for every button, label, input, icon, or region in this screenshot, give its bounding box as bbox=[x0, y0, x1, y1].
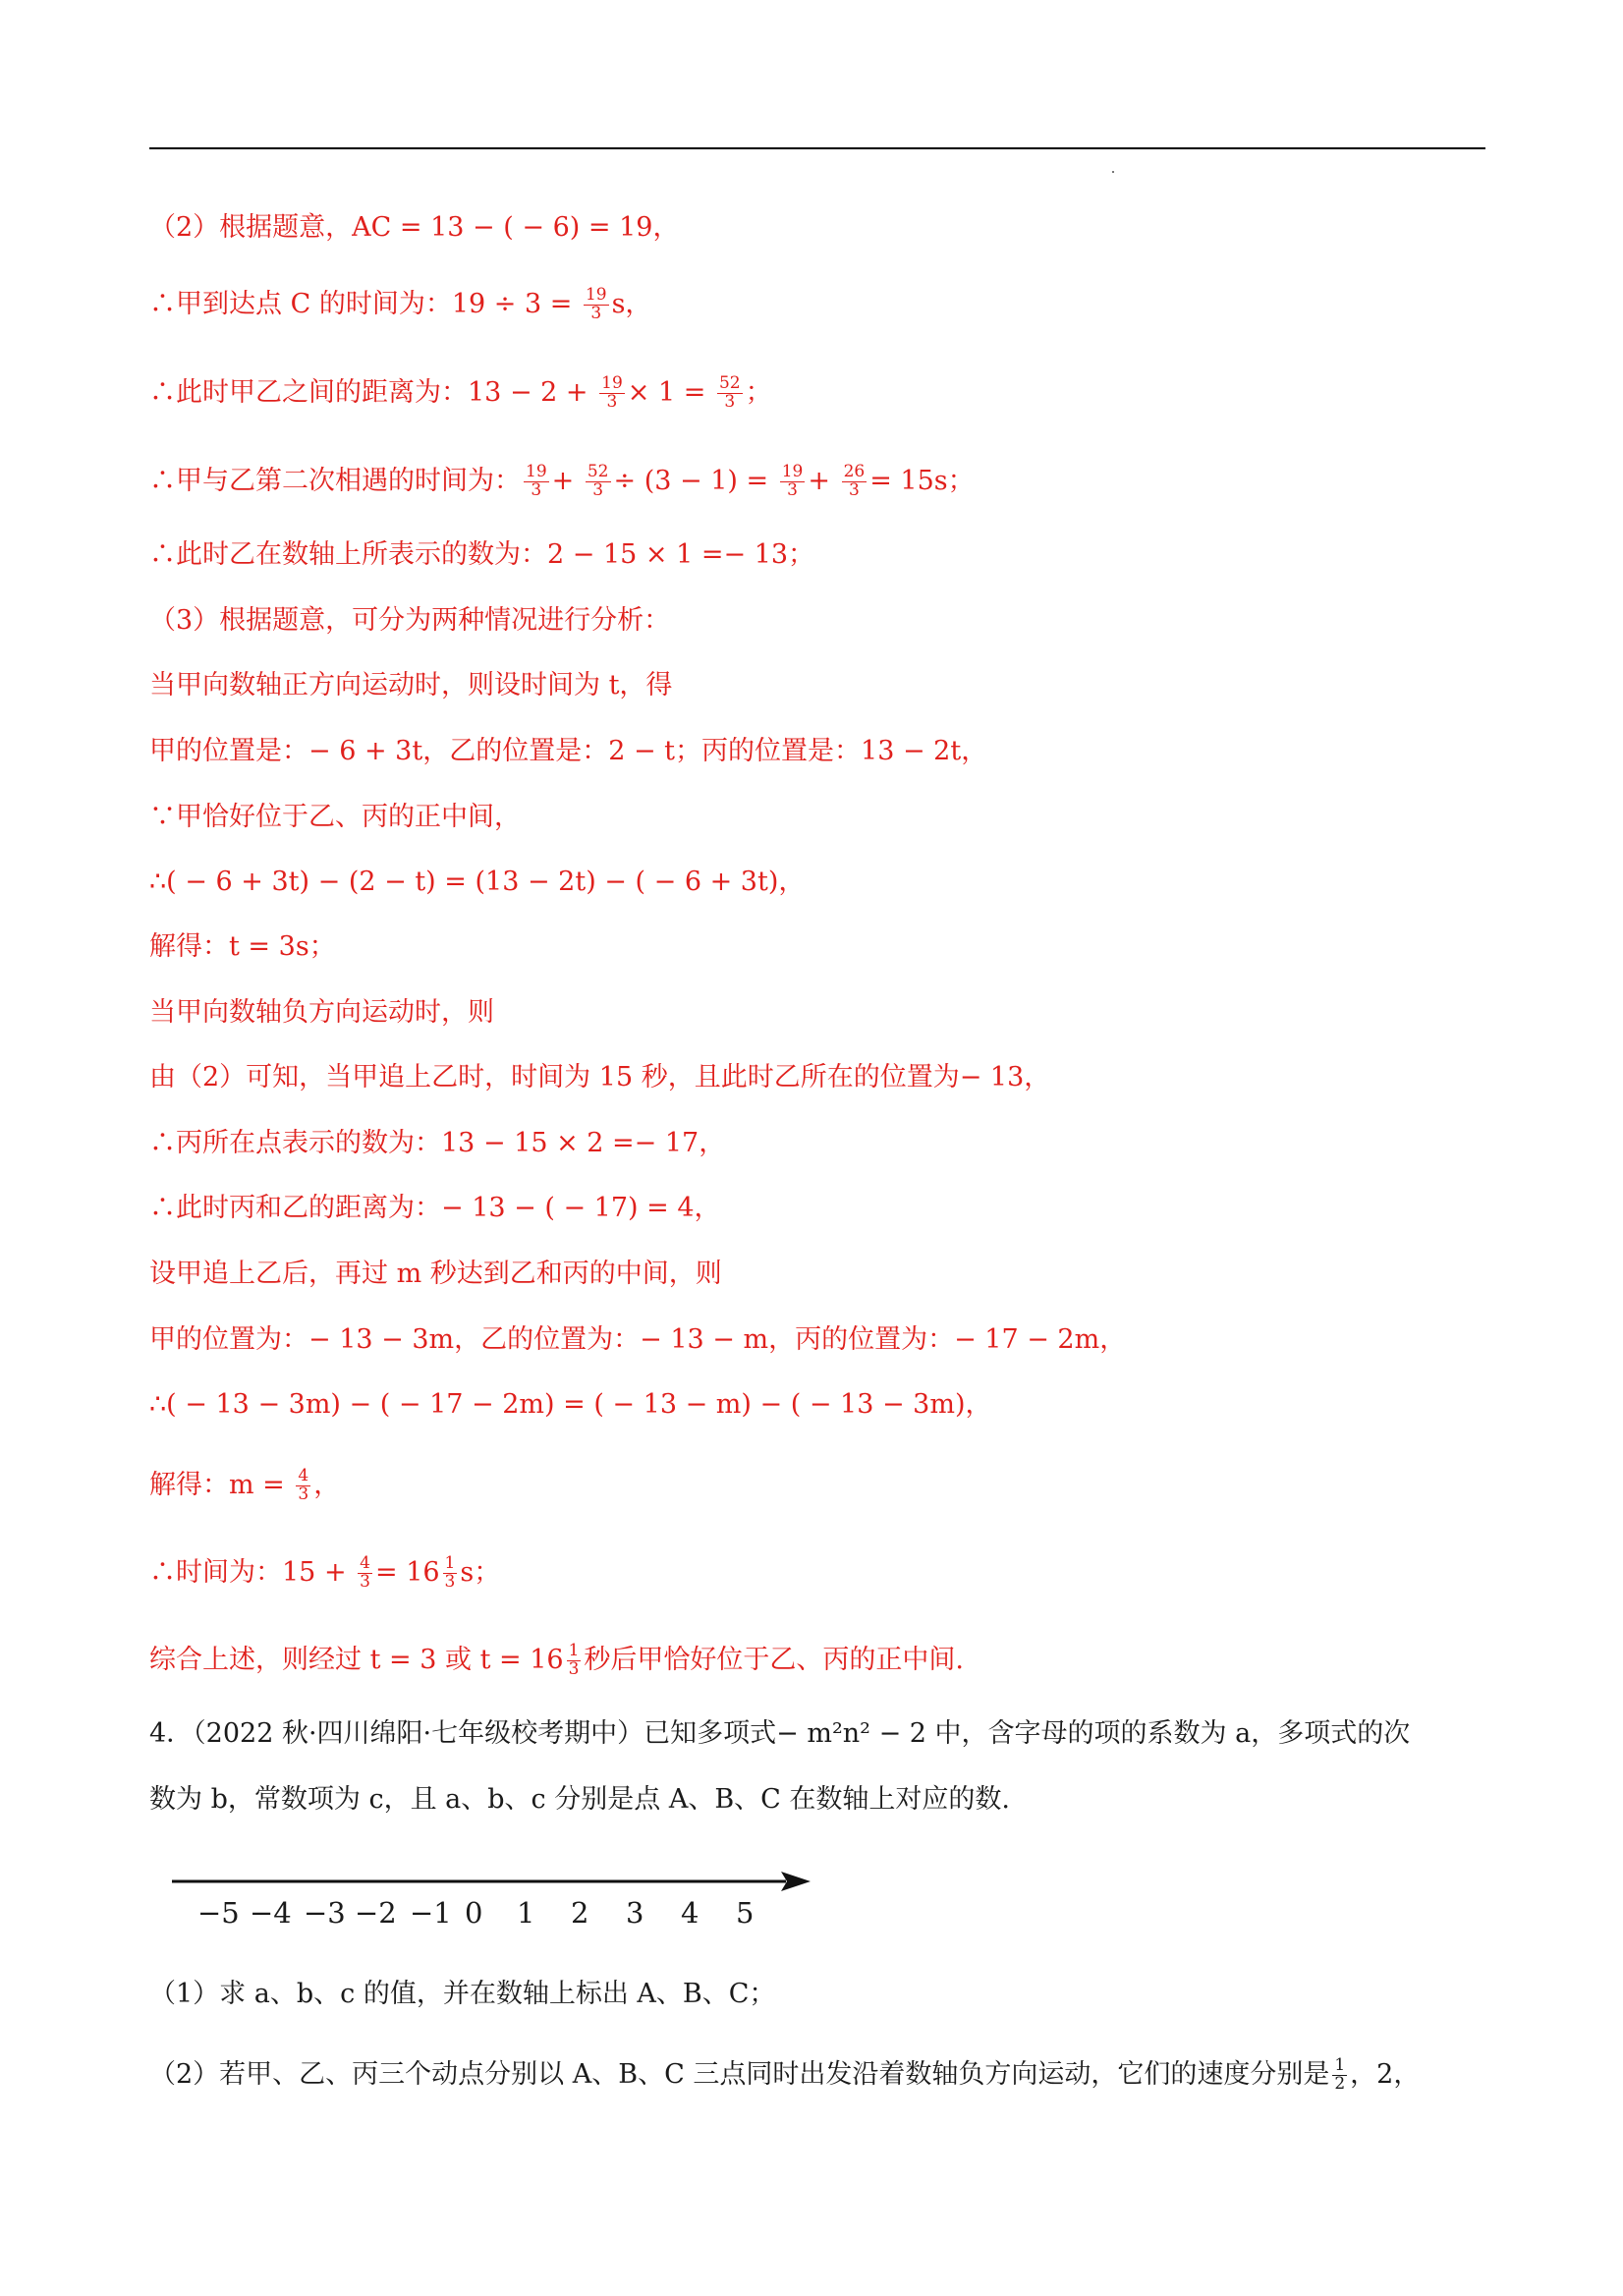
fraction bbox=[1332, 2057, 1347, 2094]
line-text: 当甲向数轴负方向运动时，则 bbox=[149, 997, 494, 1028]
line-text: ∴时间为：15 + bbox=[149, 1556, 356, 1588]
fraction-denominator: 3 bbox=[444, 1571, 456, 1592]
line-text: （2）若甲、乙、丙三个动点分别以 A、B、C 三点同时出发沿着数轴负方向运动，它们的速度分别是 bbox=[149, 2058, 1330, 2090]
fraction-denominator: 3 bbox=[724, 391, 736, 412]
line-text: ∴此时丙和乙的距离为：− 13 − ( − 17) = 4， bbox=[149, 1193, 721, 1223]
line-text: 解得：t = 3s； bbox=[149, 931, 336, 962]
line-text: （1）求 a、b、c 的值，并在数轴上标出 A、B、C； bbox=[149, 1979, 776, 2009]
fraction-numerator: 1 bbox=[1334, 2055, 1346, 2075]
fraction-denominator: 3 bbox=[592, 479, 604, 500]
fraction-numerator: 19 bbox=[585, 285, 607, 305]
fraction-numerator: 19 bbox=[601, 373, 623, 393]
text-line bbox=[149, 1981, 775, 2007]
fraction-numerator: 1 bbox=[444, 1553, 456, 1573]
line-text: 4．（2022 秋·四川绵阳·七年级校考期中）已知多项式− m²n² − 2 中，含字母的项的系数为 a，多项式的次 bbox=[149, 1718, 1411, 1749]
line-text: = 16 bbox=[374, 1556, 440, 1588]
text-line bbox=[149, 375, 772, 412]
number-line-tick-label: −3 bbox=[304, 1896, 346, 1930]
text-line bbox=[149, 541, 814, 568]
fraction-numerator: 52 bbox=[718, 373, 741, 393]
fraction-denominator: 3 bbox=[360, 1571, 370, 1592]
line-text: ∴甲与乙第二次相遇的时间为： bbox=[149, 465, 521, 496]
fraction bbox=[717, 375, 743, 412]
text-line bbox=[149, 1786, 1010, 1813]
line-text: s； bbox=[460, 1556, 501, 1588]
line-text: ÷ (3 − 1) = bbox=[613, 465, 777, 496]
line-text: + bbox=[551, 465, 583, 496]
text-line bbox=[149, 1468, 340, 1504]
number-line-tick-label: 4 bbox=[681, 1896, 700, 1930]
fraction-numerator: 52 bbox=[587, 462, 609, 481]
text-line bbox=[149, 287, 651, 323]
fraction-numerator: 19 bbox=[781, 462, 804, 481]
number-line-tick-label: 5 bbox=[736, 1896, 755, 1930]
number-line-tick-label: −2 bbox=[355, 1896, 397, 1930]
fraction bbox=[599, 375, 625, 412]
line-text: ∴此时甲乙之间的距离为：13 − 2 + bbox=[149, 376, 597, 408]
text-line bbox=[149, 607, 670, 634]
line-text: ∴( − 6 + 3t) − (2 − t) = (13 − 2t) − ( − 6 + 3t)， bbox=[149, 867, 806, 897]
line-text: 秒后甲恰好位于乙、丙的正中间. bbox=[584, 1644, 964, 1675]
text-line bbox=[149, 2057, 1420, 2094]
text-line bbox=[149, 1195, 721, 1221]
number-line-tick-label: −1 bbox=[410, 1896, 452, 1930]
text-line bbox=[149, 1130, 725, 1156]
line-text: × 1 = bbox=[627, 376, 714, 408]
line-text: ， bbox=[313, 1469, 341, 1500]
fraction bbox=[358, 1555, 372, 1592]
fraction bbox=[842, 464, 867, 500]
fraction bbox=[524, 464, 549, 500]
line-text: ∴甲到达点 C 的时间为：19 ÷ 3 = bbox=[149, 288, 581, 319]
fraction bbox=[296, 1468, 310, 1504]
text-line bbox=[149, 1555, 500, 1592]
number-line-axis bbox=[172, 1867, 830, 1896]
fraction bbox=[443, 1555, 458, 1592]
line-text: s， bbox=[611, 288, 652, 319]
text-line bbox=[149, 1326, 1126, 1353]
line-text: ∴( − 13 − 3m) − ( − 17 − 2m) = ( − 13 − m) − ( − 13 − 3m)， bbox=[149, 1389, 992, 1420]
text-line bbox=[149, 1643, 964, 1679]
fraction-numerator: 19 bbox=[526, 462, 547, 481]
line-text: 甲的位置为：− 13 − 3m，乙的位置为：− 13 − m，丙的位置为：− 17 − 2m， bbox=[149, 1324, 1127, 1355]
fraction-denominator: 3 bbox=[298, 1484, 309, 1504]
number-line-tick-label: −5 bbox=[197, 1896, 240, 1930]
line-text: ； bbox=[745, 376, 772, 408]
line-text: （3）根据题意，可分为两种情况进行分析： bbox=[149, 605, 671, 636]
fraction-numerator: 4 bbox=[360, 1553, 370, 1573]
line-text: = 15s； bbox=[869, 465, 975, 496]
fraction bbox=[780, 464, 806, 500]
text-line bbox=[149, 868, 805, 895]
text-line bbox=[149, 1391, 992, 1418]
text-line bbox=[149, 1260, 722, 1287]
fraction-denominator: 3 bbox=[606, 391, 618, 412]
line-text: ∴此时乙在数轴上所表示的数为：2 − 15 × 1 =− 13； bbox=[149, 539, 815, 570]
line-text: + bbox=[808, 465, 839, 496]
header-mark bbox=[1112, 171, 1114, 173]
line-text: 解得：m = bbox=[149, 1469, 294, 1500]
fraction bbox=[584, 287, 609, 323]
fraction-denominator: 3 bbox=[590, 303, 602, 323]
text-line bbox=[149, 999, 494, 1026]
line-text: 当甲向数轴正方向运动时，则设时间为 t，得 bbox=[149, 670, 673, 700]
line-text: ，2， bbox=[1350, 2058, 1421, 2090]
line-text: ∴丙所在点表示的数为：13 − 15 × 2 =− 17， bbox=[149, 1128, 726, 1158]
text-line bbox=[149, 214, 679, 241]
line-text: ∵甲恰好位于乙、丙的正中间， bbox=[149, 802, 521, 832]
fraction-denominator: 2 bbox=[1334, 2073, 1346, 2094]
fraction-denominator: 3 bbox=[848, 479, 860, 500]
fraction-numerator: 1 bbox=[568, 1641, 580, 1660]
line-text: （2）根据题意，AC = 13 − ( − 6) = 19， bbox=[149, 212, 680, 243]
text-line bbox=[149, 1720, 1410, 1747]
number-line-tick-label: −4 bbox=[250, 1896, 292, 1930]
line-text: 设甲追上乙后，再过 m 秒达到乙和丙的中间，则 bbox=[149, 1259, 722, 1289]
line-text: 综合上述，则经过 t = 3 或 t = 16 bbox=[149, 1644, 564, 1675]
number-line-tick-label: 2 bbox=[571, 1896, 589, 1930]
text-line bbox=[149, 933, 336, 960]
text-line bbox=[149, 1064, 1050, 1091]
header-rule bbox=[149, 147, 1485, 149]
number-line-tick-label: 3 bbox=[626, 1896, 644, 1930]
line-text: 甲的位置是：− 6 + 3t，乙的位置是：2 − t；丙的位置是：13 − 2t， bbox=[149, 736, 988, 766]
number-line-tick-label: 1 bbox=[517, 1896, 535, 1930]
fraction-numerator: 26 bbox=[843, 462, 866, 481]
fraction-denominator: 3 bbox=[531, 479, 542, 500]
fraction-numerator: 4 bbox=[298, 1466, 309, 1485]
fraction bbox=[586, 464, 611, 500]
fraction-denominator: 3 bbox=[568, 1658, 580, 1679]
line-text: 由（2）可知，当甲追上乙时，时间为 15 秒，且此时乙所在的位置为− 13， bbox=[149, 1062, 1051, 1092]
text-line bbox=[149, 738, 987, 764]
fraction bbox=[567, 1643, 582, 1679]
fraction-denominator: 3 bbox=[787, 479, 798, 500]
number-line-tick-label: 0 bbox=[465, 1896, 483, 1930]
text-line bbox=[149, 464, 975, 500]
text-line bbox=[149, 672, 672, 699]
line-text: 数为 b，常数项为 c，且 a、b、c 分别是点 A、B、C 在数轴上对应的数. bbox=[149, 1784, 1010, 1815]
text-line bbox=[149, 804, 521, 830]
